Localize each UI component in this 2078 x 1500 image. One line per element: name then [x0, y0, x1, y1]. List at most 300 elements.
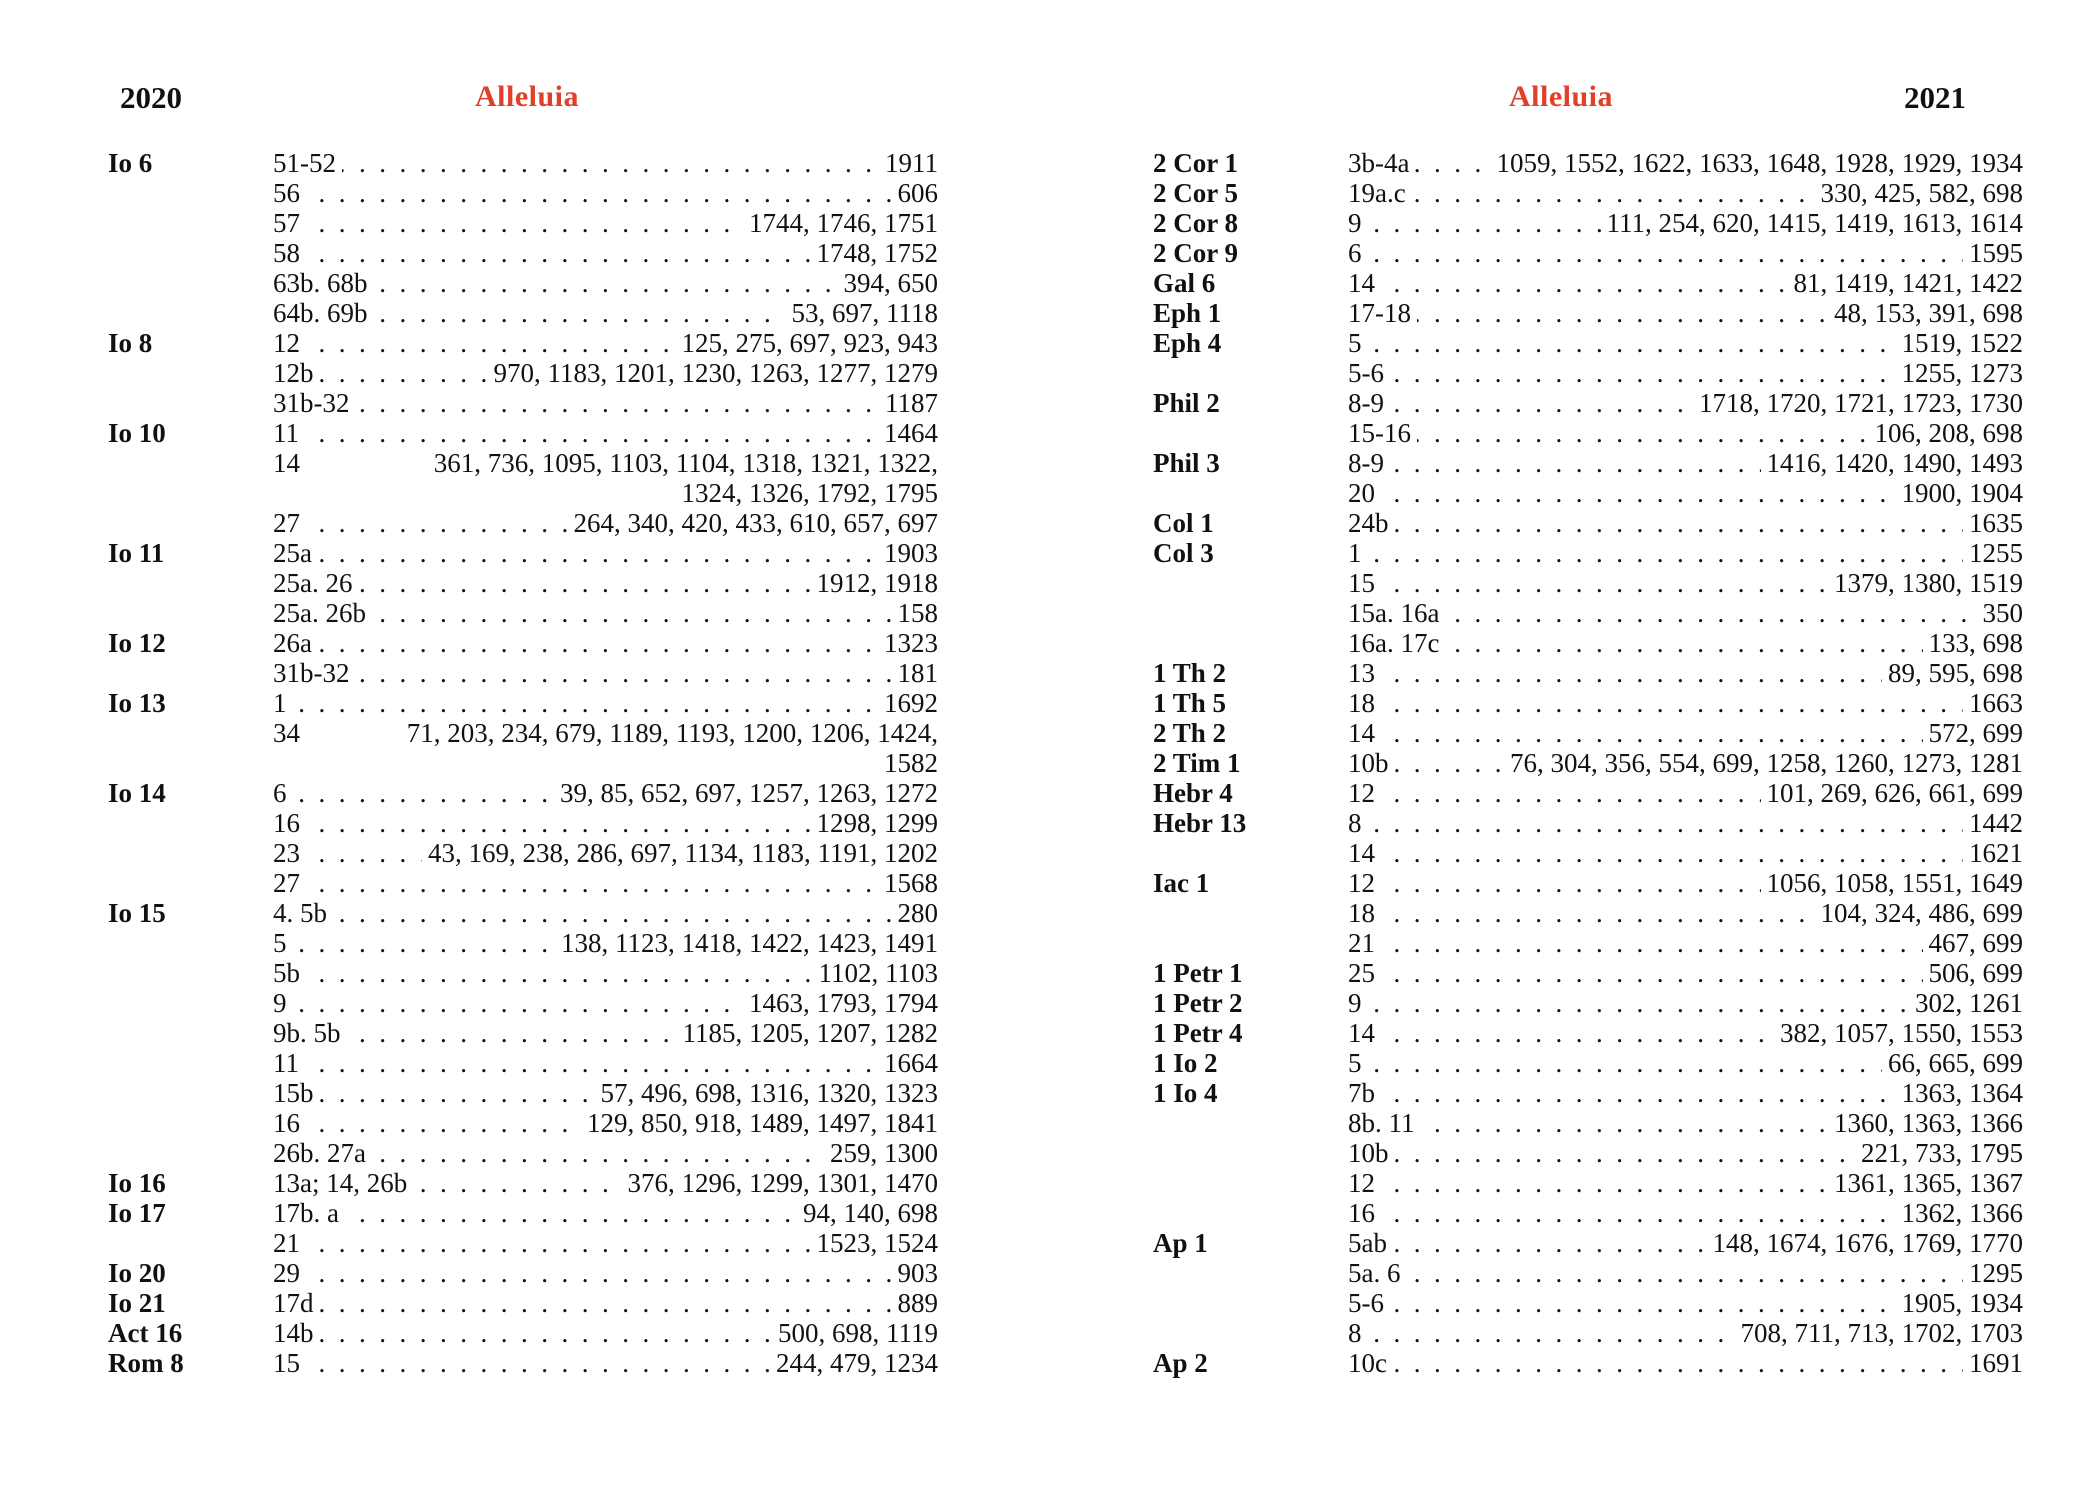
- verse-ref: 10b: [1348, 1138, 1395, 1168]
- index-entry: [1153, 448, 2023, 478]
- verse-ref: 18: [1348, 898, 1381, 928]
- index-entry: [1153, 718, 2023, 748]
- dot-leader: [1353, 688, 2023, 718]
- verse-ref: 5: [1348, 328, 1368, 358]
- verse-ref: 3b-4a: [1348, 148, 1415, 178]
- verse-ref: 15-16: [1348, 418, 1417, 448]
- book-chapter-ref: Iac 1: [1153, 868, 1210, 898]
- verse-ref: 64b. 69b: [273, 298, 374, 328]
- page-references: 606: [892, 178, 939, 208]
- page-references: 1464: [878, 418, 938, 448]
- verse-ref: 58: [273, 238, 306, 268]
- book-chapter-ref: Io 10: [108, 418, 166, 448]
- index-entry: [1153, 1348, 2023, 1378]
- index-entry: [1153, 1258, 2023, 1288]
- index-entry: [1153, 868, 2023, 898]
- index-entry: [108, 898, 938, 928]
- verse-ref: 16: [273, 1108, 306, 1138]
- index-entry: [108, 1228, 938, 1258]
- book-chapter-ref: Io 14: [108, 778, 166, 808]
- verse-ref: 25a: [273, 538, 318, 568]
- index-entry: [1153, 1138, 2023, 1168]
- index-entry: [1153, 1108, 2023, 1138]
- index-entry: [108, 1198, 938, 1228]
- verse-ref: 6: [1348, 238, 1368, 268]
- page-references: 394, 650: [838, 268, 939, 298]
- book-chapter-ref: 2 Cor 8: [1153, 208, 1238, 238]
- page-references: 1255: [1963, 538, 2023, 568]
- index-entry: [1153, 358, 2023, 388]
- index-entry: [1153, 838, 2023, 868]
- page-references: 125, 275, 697, 923, 943: [676, 328, 939, 358]
- index-entry: [1153, 208, 2023, 238]
- index-entry: [108, 1288, 938, 1318]
- page-references: 244, 479, 1234: [770, 1348, 938, 1378]
- page-references: 1255, 1273: [1896, 358, 2024, 388]
- page-references: 1692: [878, 688, 938, 718]
- book-chapter-ref: Ap 1: [1153, 1228, 1208, 1258]
- index-entry: [1153, 988, 2023, 1018]
- book-chapter-ref: Col 1: [1153, 508, 1214, 538]
- page-references: 382, 1057, 1550, 1553: [1774, 1018, 2023, 1048]
- dot-leader: [278, 178, 938, 208]
- book-chapter-ref: 1 Petr 1: [1153, 958, 1243, 988]
- verse-ref: 21: [273, 1228, 306, 1258]
- verse-ref: 17-18: [1348, 298, 1417, 328]
- index-entry: [108, 688, 938, 718]
- verse-ref: 5: [273, 928, 293, 958]
- index-entry: [108, 208, 938, 238]
- page-references: 81, 1419, 1421, 1422: [1788, 268, 2024, 298]
- verse-ref: 16: [273, 808, 306, 838]
- page-references: 1523, 1524: [811, 1228, 939, 1258]
- dot-leader: [1353, 238, 2023, 268]
- dot-leader: [278, 388, 938, 418]
- page-references: 1595: [1963, 238, 2023, 268]
- verse-ref: 4. 5b: [273, 898, 333, 928]
- verse-ref: 12: [1348, 778, 1381, 808]
- verse-ref: 15b: [273, 1078, 320, 1108]
- page-number: 2020: [120, 80, 182, 115]
- index-entry: [108, 928, 938, 958]
- verse-ref: 25: [1348, 958, 1381, 988]
- verse-ref: 25a. 26: [273, 568, 358, 598]
- page-references: 280: [892, 898, 939, 928]
- page-references: 1323: [878, 628, 938, 658]
- verse-ref: 24b: [1348, 508, 1395, 538]
- page-references: 361, 736, 1095, 1103, 1104, 1318, 1321, 1322, 1324, 1326, 1792, 1795: [372, 448, 938, 508]
- index-entry: [1153, 268, 2023, 298]
- book-chapter-ref: 1 Petr 4: [1153, 1018, 1243, 1048]
- index-entry: [1153, 538, 2023, 568]
- page-references: 57, 496, 698, 1316, 1320, 1323: [595, 1078, 939, 1108]
- index-entry: [1153, 1228, 2023, 1258]
- page-references: 111, 254, 620, 1415, 1419, 1613, 1614: [1601, 208, 2024, 238]
- verse-ref: 56: [273, 178, 306, 208]
- dot-leader: [278, 598, 938, 628]
- verse-ref: 14: [1348, 718, 1381, 748]
- book-chapter-ref: Eph 1: [1153, 298, 1222, 328]
- verse-ref: 9b. 5b: [273, 1018, 347, 1048]
- index-entry: [1153, 958, 2023, 988]
- index-entry: [1153, 148, 2023, 178]
- verse-ref: 16: [1348, 1198, 1381, 1228]
- index-entry: [1153, 598, 2023, 628]
- verse-ref: 9: [1348, 988, 1368, 1018]
- verse-ref: 10c: [1348, 1348, 1393, 1378]
- verse-ref: 14: [1348, 838, 1381, 868]
- index-entry: [108, 988, 938, 1018]
- verse-ref: 19a.c: [1348, 178, 1412, 208]
- page-references: 48, 153, 391, 698: [1828, 298, 2023, 328]
- verse-ref: 12: [1348, 1168, 1381, 1198]
- page-references: 133, 698: [1923, 628, 2024, 658]
- dot-leader: [278, 538, 938, 568]
- book-chapter-ref: Rom 8: [108, 1348, 184, 1378]
- book-chapter-ref: Phil 3: [1153, 448, 1220, 478]
- page-references: 1059, 1552, 1622, 1633, 1648, 1928, 1929, 1934: [1491, 148, 2024, 178]
- page-references: 1056, 1058, 1551, 1649: [1761, 868, 2024, 898]
- verse-ref: 11: [273, 1048, 305, 1078]
- verse-ref: 14: [1348, 268, 1381, 298]
- dot-leader: [278, 148, 938, 178]
- dot-leader: [278, 658, 938, 688]
- book-chapter-ref: 2 Th 2: [1153, 718, 1227, 748]
- index-entry: [108, 1108, 938, 1138]
- index-entry: [108, 718, 938, 778]
- book-chapter-ref: Hebr 4: [1153, 778, 1233, 808]
- book-chapter-ref: Hebr 13: [1153, 808, 1247, 838]
- index-entries: [108, 148, 938, 1378]
- page-references: 1691: [1963, 1348, 2023, 1378]
- index-entry: [1153, 178, 2023, 208]
- index-entry: [1153, 778, 2023, 808]
- verse-ref: 1: [1348, 538, 1368, 568]
- page-references: 104, 324, 486, 699: [1815, 898, 2024, 928]
- page-references: 506, 699: [1923, 958, 2024, 988]
- index-entry: [1153, 568, 2023, 598]
- page-references: 148, 1674, 1676, 1769, 1770: [1707, 1228, 2024, 1258]
- verse-ref: 5b: [273, 958, 306, 988]
- page-references: 500, 698, 1119: [772, 1318, 938, 1348]
- verse-ref: 17b. a: [273, 1198, 345, 1228]
- page-references: 1363, 1364: [1896, 1078, 2024, 1108]
- page-references: 138, 1123, 1418, 1422, 1423, 1491: [555, 928, 938, 958]
- dot-leader: [278, 898, 938, 928]
- dot-leader: [278, 1288, 938, 1318]
- index-entry: [108, 808, 938, 838]
- dot-leader: [278, 868, 938, 898]
- page-references: 350: [1977, 598, 2024, 628]
- dot-leader: [1353, 1258, 2023, 1288]
- page-references: 1442: [1963, 808, 2023, 838]
- page-references: 1379, 1380, 1519: [1828, 568, 2023, 598]
- verse-ref: 51-52: [273, 148, 342, 178]
- index-entry: [108, 418, 938, 448]
- index-entry: [1153, 628, 2023, 658]
- page-references: 889: [892, 1288, 939, 1318]
- verse-ref: 5-6: [1348, 358, 1390, 388]
- index-entry: [1153, 898, 2023, 928]
- verse-ref: 16a. 17c: [1348, 628, 1445, 658]
- book-chapter-ref: Col 3: [1153, 538, 1214, 568]
- verse-ref: 26b. 27a: [273, 1138, 372, 1168]
- right-page: [1039, 0, 2078, 1500]
- page-references: 330, 425, 582, 698: [1815, 178, 2024, 208]
- index-entry: [1153, 1048, 2023, 1078]
- book-chapter-ref: Io 12: [108, 628, 166, 658]
- verse-ref: 8: [1348, 1318, 1368, 1348]
- book-chapter-ref: 2 Cor 5: [1153, 178, 1238, 208]
- page-references: 1900, 1904: [1896, 478, 2024, 508]
- verse-ref: 5-6: [1348, 1288, 1390, 1318]
- book-chapter-ref: Io 13: [108, 688, 166, 718]
- verse-ref: 31b-32: [273, 388, 356, 418]
- index-entries: [1153, 148, 2023, 1378]
- page-references: 53, 697, 1118: [786, 298, 939, 328]
- book-chapter-ref: Io 17: [108, 1198, 166, 1228]
- index-entry: [108, 838, 938, 868]
- verse-ref: 25a. 26b: [273, 598, 372, 628]
- page-references: 1621: [1963, 838, 2023, 868]
- index-entry: [1153, 328, 2023, 358]
- page-references: 1102, 1103: [813, 958, 939, 988]
- book-chapter-ref: 2 Cor 1: [1153, 148, 1238, 178]
- dot-leader: [278, 1048, 938, 1078]
- verse-ref: 7b: [1348, 1078, 1381, 1108]
- book-chapter-ref: Io 16: [108, 1168, 166, 1198]
- index-entry: [108, 1318, 938, 1348]
- page-references: 259, 1300: [824, 1138, 938, 1168]
- index-entry: [108, 328, 938, 358]
- index-entry: [1153, 1198, 2023, 1228]
- index-entry: [108, 238, 938, 268]
- page-references: 181: [892, 658, 939, 688]
- verse-ref: 13: [1348, 658, 1381, 688]
- verse-ref: 18: [1348, 688, 1381, 718]
- index-entry: [1153, 1018, 2023, 1048]
- book-chapter-ref: Io 20: [108, 1258, 166, 1288]
- verse-ref: 8b. 11: [1348, 1108, 1421, 1138]
- verse-ref: 5: [1348, 1048, 1368, 1078]
- index-entry: [1153, 478, 2023, 508]
- page-references: 302, 1261: [1909, 988, 2023, 1018]
- book-chapter-ref: 1 Th 2: [1153, 658, 1227, 688]
- book-chapter-ref: Io 11: [108, 538, 165, 568]
- verse-ref: 14b: [273, 1318, 320, 1348]
- book-chapter-ref: Io 8: [108, 328, 153, 358]
- verse-ref: 14: [1348, 1018, 1381, 1048]
- page-references: 1519, 1522: [1896, 328, 2024, 358]
- page-references: 1905, 1934: [1896, 1288, 2024, 1318]
- book-chapter-ref: 1 Petr 2: [1153, 988, 1243, 1018]
- index-entry: [1153, 928, 2023, 958]
- verse-ref: 29: [273, 1258, 306, 1288]
- page-references: 1663: [1963, 688, 2023, 718]
- page-references: 1416, 1420, 1490, 1493: [1761, 448, 2024, 478]
- index-entry: [108, 1138, 938, 1168]
- book-chapter-ref: 1 Io 2: [1153, 1048, 1218, 1078]
- verse-ref: 27: [273, 868, 306, 898]
- book-chapter-ref: Ap 2: [1153, 1348, 1208, 1378]
- page-references: 1911: [879, 148, 938, 178]
- page-references: 89, 595, 698: [1882, 658, 2023, 688]
- book-chapter-ref: Act 16: [108, 1318, 183, 1348]
- verse-ref: 12b: [273, 358, 320, 388]
- running-title: Alleluia: [475, 80, 580, 113]
- index-entry: [108, 658, 938, 688]
- verse-ref: 9: [273, 988, 293, 1018]
- page-references: 1298, 1299: [811, 808, 939, 838]
- index-entry: [1153, 1078, 2023, 1108]
- book-chapter-ref: Io 21: [108, 1288, 166, 1318]
- verse-ref: 15: [273, 1348, 306, 1378]
- verse-ref: 31b-32: [273, 658, 356, 688]
- page-references: 1295: [1963, 1258, 2023, 1288]
- book-chapter-ref: 2 Cor 9: [1153, 238, 1238, 268]
- page-references: 1635: [1963, 508, 2023, 538]
- dot-leader: [278, 418, 938, 448]
- book-chapter-ref: Gal 6: [1153, 268, 1216, 298]
- index-entry: [108, 868, 938, 898]
- page-references: 1568: [878, 868, 938, 898]
- index-entry: [1153, 418, 2023, 448]
- verse-ref: 12: [1348, 868, 1381, 898]
- page-references: 467, 699: [1923, 928, 2024, 958]
- page-references: 94, 140, 698: [797, 1198, 938, 1228]
- page-references: 129, 850, 918, 1489, 1497, 1841: [581, 1108, 938, 1138]
- index-entry: [108, 1048, 938, 1078]
- index-entry: [108, 958, 938, 988]
- book-chapter-ref: Io 6: [108, 148, 153, 178]
- page-references: 76, 304, 356, 554, 699, 1258, 1260, 1273, 1281: [1504, 748, 2023, 778]
- dot-leader: [1353, 838, 2023, 868]
- verse-ref: 23: [273, 838, 306, 868]
- page-references: 1748, 1752: [811, 238, 939, 268]
- index-entry: [108, 568, 938, 598]
- verse-ref: 14: [273, 448, 306, 478]
- verse-ref: 8: [1348, 808, 1368, 838]
- page-references: 1185, 1205, 1207, 1282: [677, 1018, 939, 1048]
- verse-ref: 5a. 6: [1348, 1258, 1406, 1288]
- verse-ref: 10b: [1348, 748, 1395, 778]
- verse-ref: 17d: [273, 1288, 320, 1318]
- index-entry: [1153, 388, 2023, 418]
- page-references: 1362, 1366: [1896, 1198, 2024, 1228]
- page-references: 1361, 1365, 1367: [1828, 1168, 2023, 1198]
- index-entry: [108, 1348, 938, 1378]
- verse-ref: 9: [1348, 208, 1368, 238]
- dot-leader: [278, 1258, 938, 1288]
- index-entry: [108, 598, 938, 628]
- index-entry: [108, 508, 938, 538]
- index-entry: [108, 1258, 938, 1288]
- page-references: 1718, 1720, 1721, 1723, 1730: [1693, 388, 2023, 418]
- verse-ref: 26a: [273, 628, 318, 658]
- index-entry: [108, 388, 938, 418]
- page-references: 101, 269, 626, 661, 699: [1761, 778, 2024, 808]
- book-chapter-ref: Eph 4: [1153, 328, 1222, 358]
- index-entry: [1153, 508, 2023, 538]
- dot-leader: [278, 628, 938, 658]
- verse-ref: 20: [1348, 478, 1381, 508]
- verse-ref: 15: [1348, 568, 1381, 598]
- index-entry: [1153, 1168, 2023, 1198]
- page-references: 221, 733, 1795: [1855, 1138, 2023, 1168]
- index-entry: [1153, 748, 2023, 778]
- index-entry: [108, 538, 938, 568]
- page-references: 43, 169, 238, 286, 697, 1134, 1183, 1191, 1202: [422, 838, 938, 868]
- verse-ref: 5ab: [1348, 1228, 1393, 1258]
- page-references: 1360, 1363, 1366: [1828, 1108, 2023, 1138]
- verse-ref: 63b. 68b: [273, 268, 374, 298]
- verse-ref: 8-9: [1348, 388, 1390, 418]
- index-entry: [108, 448, 938, 508]
- index-entry: [1153, 688, 2023, 718]
- index-entry: [108, 778, 938, 808]
- index-entry: [1153, 808, 2023, 838]
- verse-ref: 27: [273, 508, 306, 538]
- page-references: 1903: [878, 538, 938, 568]
- page-references: 1463, 1793, 1794: [743, 988, 938, 1018]
- page-references: 708, 711, 713, 1702, 1703: [1735, 1318, 2024, 1348]
- index-entry: [1153, 658, 2023, 688]
- book-chapter-ref: Io 15: [108, 898, 166, 928]
- page-references: 66, 665, 699: [1882, 1048, 2023, 1078]
- dot-leader: [1353, 538, 2023, 568]
- book-chapter-ref: 1 Io 4: [1153, 1078, 1218, 1108]
- verse-ref: 34: [273, 718, 306, 748]
- page-references: 39, 85, 652, 697, 1257, 1263, 1272: [554, 778, 938, 808]
- page-references: 264, 340, 420, 433, 610, 657, 697: [568, 508, 939, 538]
- page-references: 1187: [879, 388, 938, 418]
- index-entry: [108, 1078, 938, 1108]
- dot-leader: [1353, 1348, 2023, 1378]
- verse-ref: 15a. 16a: [1348, 598, 1445, 628]
- index-entry: [108, 268, 938, 298]
- index-entry: [108, 358, 938, 388]
- page-references: 158: [892, 598, 939, 628]
- verse-ref: 1: [273, 688, 293, 718]
- index-entry: [108, 298, 938, 328]
- page-references: 376, 1296, 1299, 1301, 1470: [622, 1168, 939, 1198]
- page-references: 903: [892, 1258, 939, 1288]
- verse-ref: 6: [273, 778, 293, 808]
- page-references: 1912, 1918: [811, 568, 939, 598]
- index-entry: [108, 1018, 938, 1048]
- verse-ref: 57: [273, 208, 306, 238]
- page-references: 1664: [878, 1048, 938, 1078]
- index-entry: [108, 148, 938, 178]
- page-references: 970, 1183, 1201, 1230, 1263, 1277, 1279: [488, 358, 939, 388]
- index-entry: [1153, 298, 2023, 328]
- book-chapter-ref: 1 Th 5: [1153, 688, 1227, 718]
- verse-ref: 12: [273, 328, 306, 358]
- index-entry: [108, 178, 938, 208]
- verse-ref: 13a; 14, 26b: [273, 1168, 413, 1198]
- verse-ref: 11: [273, 418, 305, 448]
- page-references: 572, 699: [1923, 718, 2024, 748]
- verse-ref: 8-9: [1348, 448, 1390, 478]
- dot-leader: [1353, 598, 2023, 628]
- index-entry: [1153, 1318, 2023, 1348]
- verse-ref: 21: [1348, 928, 1381, 958]
- page-number: 2021: [1904, 80, 1966, 115]
- index-entry: [1153, 1288, 2023, 1318]
- dot-leader: [1353, 808, 2023, 838]
- page-references: 71, 203, 234, 679, 1189, 1193, 1200, 1206, 1424, 1582: [372, 718, 938, 778]
- dot-leader: [1353, 508, 2023, 538]
